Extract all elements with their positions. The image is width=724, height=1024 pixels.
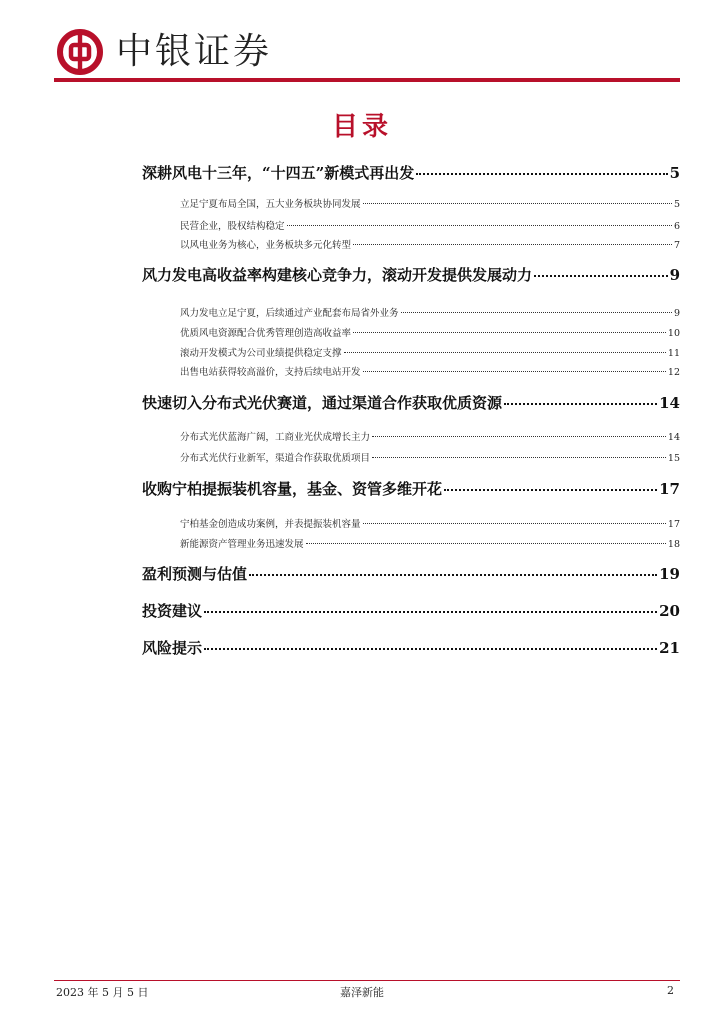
toc-subsection-title: 新能源资产管理业务迅速发展 xyxy=(180,539,304,550)
page-header xyxy=(0,0,724,90)
toc-subsection-title: 出售电站获得较高溢价，支持后续电站开发 xyxy=(180,367,361,378)
toc-section-page: 20 xyxy=(659,602,680,620)
toc-leader-dots xyxy=(363,371,666,372)
toc-section-entry[interactable] xyxy=(142,637,680,658)
toc-leader-dots xyxy=(353,332,666,333)
toc-section-entry[interactable] xyxy=(142,162,680,183)
toc-title: 目录 xyxy=(331,112,392,142)
toc-section-title: 收购宁柏提振装机容量，基金、资管多维开花 xyxy=(142,480,443,498)
toc-section-entry[interactable] xyxy=(142,392,680,413)
toc-subsection-entry[interactable] xyxy=(180,305,680,319)
toc-section-title: 快速切入分布式光伏赛道，通过渠道合作获取优质资源 xyxy=(142,394,503,412)
bank-of-china-logo-icon xyxy=(56,28,104,76)
toc-subsection-title: 优质风电资源配合优秀管理创造高收益率 xyxy=(180,328,352,339)
toc-subsection-title: 立足宁夏布局全国，五大业务板块协同发展 xyxy=(180,199,361,210)
toc-section-title: 投资建议 xyxy=(142,602,203,620)
toc-leader-dots xyxy=(204,648,657,650)
toc-subsection-page: 5 xyxy=(673,199,680,210)
toc-subsection-entry[interactable] xyxy=(180,429,680,443)
toc-subsection-entry[interactable] xyxy=(180,516,680,530)
footer-divider xyxy=(54,980,680,981)
toc-subsection-entry[interactable] xyxy=(180,237,680,251)
toc-leader-dots xyxy=(504,403,657,405)
toc-subsection-title: 滚动开发模式为公司业绩提供稳定支撑 xyxy=(180,348,342,359)
toc-leader-dots xyxy=(363,523,666,524)
toc-leader-dots xyxy=(249,574,657,576)
toc-section-page: 14 xyxy=(659,394,680,412)
toc-subsection-title: 宁柏基金创造成功案例，并表提振装机容量 xyxy=(180,519,361,530)
toc-section-page: 5 xyxy=(669,164,680,182)
toc-subsection-page: 18 xyxy=(667,539,680,550)
toc-section-entry[interactable] xyxy=(142,264,680,285)
toc-subsection-page: 7 xyxy=(673,240,680,251)
toc-subsection-title: 以风电业务为核心，业务板块多元化转型 xyxy=(180,240,352,251)
toc-section-page: 19 xyxy=(659,565,680,583)
toc-subsection-entry[interactable] xyxy=(180,450,680,464)
toc-leader-dots xyxy=(372,436,666,437)
toc-subsection-title: 分布式光伏行业新军，渠道合作获取优质项目 xyxy=(180,453,371,464)
toc-leader-dots xyxy=(534,275,668,277)
toc-subsection-entry[interactable] xyxy=(180,218,680,232)
toc-subsection-page: 11 xyxy=(667,348,680,359)
toc-subsection-page: 15 xyxy=(667,453,680,464)
toc-section-entry[interactable] xyxy=(142,600,680,621)
toc-leader-dots xyxy=(416,173,667,175)
toc-leader-dots xyxy=(444,489,657,491)
toc-subsection-entry[interactable] xyxy=(180,345,680,359)
footer-date: 2023 年 5 月 5 日 xyxy=(56,986,149,999)
toc-section-entry[interactable] xyxy=(142,563,680,584)
toc-subsection-title: 分布式光伏蓝海广阔，工商业光伏成增长主力 xyxy=(180,432,371,443)
toc-subsection-page: 9 xyxy=(673,308,680,319)
toc-leader-dots xyxy=(344,352,666,353)
toc-subsection-page: 17 xyxy=(667,519,680,530)
toc-subsection-page: 14 xyxy=(667,432,680,443)
toc-section-page: 17 xyxy=(659,480,680,498)
toc-leader-dots xyxy=(306,543,666,544)
toc-subsection-page: 6 xyxy=(673,221,680,232)
toc-subsection-entry[interactable] xyxy=(180,325,680,339)
toc-section-title: 风险提示 xyxy=(142,639,203,657)
toc-leader-dots xyxy=(363,203,672,204)
toc-subsection-page: 12 xyxy=(667,367,680,378)
footer-company: 嘉泽新能 xyxy=(340,986,384,999)
toc-subsection-entry[interactable] xyxy=(180,536,680,550)
header-divider xyxy=(54,78,680,82)
toc-section-page: 21 xyxy=(659,639,680,657)
toc-leader-dots xyxy=(372,457,666,458)
toc-subsection-title: 民营企业，股权结构稳定 xyxy=(180,221,285,232)
toc-subsection-page: 10 xyxy=(667,328,680,339)
toc-section-title: 盈利预测与估值 xyxy=(142,565,248,583)
toc-section-page: 9 xyxy=(669,266,680,284)
toc-section-title: 深耕风电十三年，“十四五”新模式再出发 xyxy=(142,164,415,182)
toc-subsection-entry[interactable] xyxy=(180,364,680,378)
toc-subsection-entry[interactable] xyxy=(180,196,680,210)
brand-name: 中银证券 xyxy=(116,31,273,72)
toc-section-entry[interactable] xyxy=(142,478,680,499)
toc-subsection-title: 风力发电立足宁夏，后续通过产业配套布局省外业务 xyxy=(180,308,399,319)
toc-section-title: 风力发电高收益率构建核心竞争力，滚动开发提供发展动力 xyxy=(142,266,533,284)
toc-leader-dots xyxy=(401,312,672,313)
footer-page-number: 2 xyxy=(667,984,674,997)
toc-leader-dots xyxy=(353,244,672,245)
toc-leader-dots xyxy=(287,225,672,226)
toc-leader-dots xyxy=(204,611,657,613)
